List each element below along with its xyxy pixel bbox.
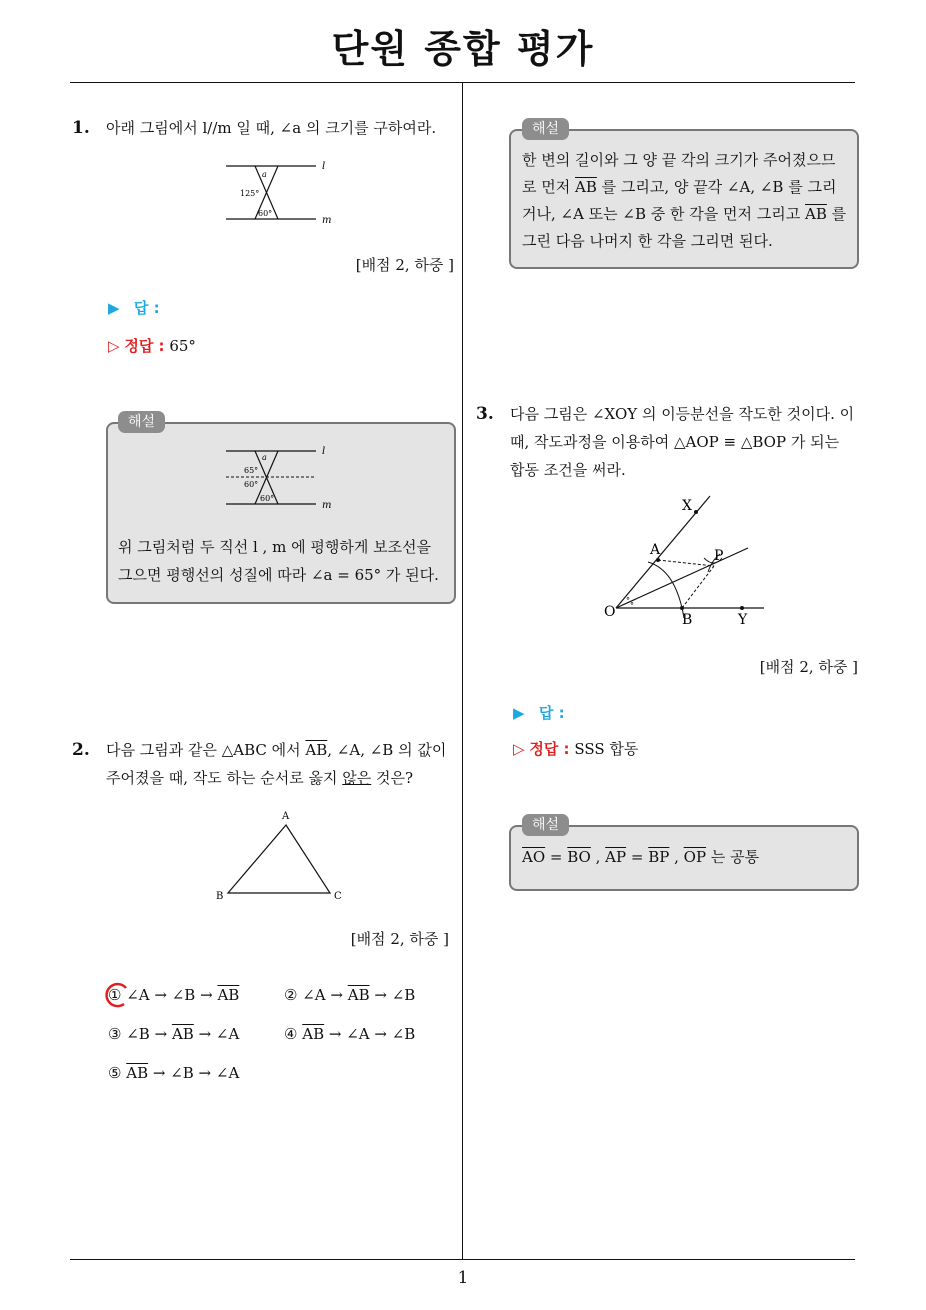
segment-op: $\overline{OP}$ (683, 848, 707, 866)
page-title: 단원 종합 평가 (331, 27, 595, 71)
svg-text:°: ° (630, 601, 634, 610)
choice-number: ③ (108, 1025, 122, 1043)
segment-bp: $\overline{BP}$ (648, 848, 670, 866)
q3-correct-value: SSS 합동 (574, 740, 639, 758)
segment-ao: $\overline{AO}$ (522, 848, 546, 866)
q3-line2: 때, 작도과정을 이용하여 △AOP ≡ △BOP 가 되는 (510, 433, 840, 451)
q3-correct-label: 정답 : (529, 740, 570, 758)
q1-text: 아래 그림에서 l//m 일 때, ∠a 의 크기를 구하여라. (106, 119, 437, 137)
q1-explanation-figure (222, 440, 342, 515)
choice-segment: $\overline{AB}$ (302, 1025, 325, 1043)
choice-text-tail: → ∠B → ∠A (148, 1064, 240, 1082)
explanation-tail: 는 공통 (706, 848, 760, 866)
q3-score: [배점 2, 하중 ] (759, 658, 858, 676)
q1-explanation-line1: 위 그림처럼 두 직선 l , m 에 평행하게 보조선을 (118, 538, 432, 556)
q3-explanation-tag: 해설 (522, 814, 569, 836)
q2-triangle-figure (210, 805, 350, 910)
q3-explanation-line (522, 843, 759, 871)
q3-line1: 다음 그림은 ∠XOY 의 이등분선을 작도한 것이다. 이 (510, 405, 855, 423)
column-divider (462, 82, 463, 1260)
q2-explanation-line3 (522, 200, 846, 228)
q1-answer-row (108, 297, 160, 318)
q3-point-b: B (682, 612, 693, 628)
q1e-angle-65: 65° (244, 466, 259, 475)
q3-answer-row (513, 702, 565, 723)
q2-number: 2. (72, 740, 90, 760)
play-arrow-icon: ▶ (108, 299, 120, 317)
q2-vertex-b: B (216, 891, 224, 902)
q2-segment-ab: $\overline{AB}$ (305, 741, 328, 759)
q2e-line2-post: 를 그리고, 양 끝각 ∠A, ∠B 를 그리 (596, 178, 837, 196)
q1-label-a: a (262, 170, 267, 179)
equals-sign: = (626, 848, 649, 866)
bottom-rule (70, 1259, 855, 1260)
svg-text:°: ° (626, 596, 630, 605)
outline-arrow-icon: ▷ (513, 740, 525, 758)
choice-number: ⑤ (108, 1064, 122, 1082)
q1-correct-row (108, 335, 196, 356)
q3-point-x: X (682, 498, 692, 514)
q1e-label-l: l (322, 446, 326, 457)
q2-explanation-line2 (522, 173, 836, 201)
segment-ap: $\overline{AP}$ (605, 848, 627, 866)
choice-number: ① (108, 986, 122, 1004)
q2-line1-pre: 다음 그림과 같은 △ABC 에서 (106, 741, 306, 759)
choice-number: ② (284, 986, 298, 1004)
q1-label-m: m (322, 215, 332, 226)
q2-vertex-a: A (282, 811, 290, 822)
q2-choice-1[interactable] (108, 986, 239, 1004)
q1-explanation-line2: 그으면 평행선의 성질에 따라 ∠a = 65° 가 된다. (118, 566, 439, 584)
q1-score: [배점 2, 하중 ] (355, 256, 454, 274)
q2-explanation-line4: 그린 다음 나머지 한 각을 그리면 된다. (522, 232, 773, 250)
page-number: 1 (457, 1268, 469, 1288)
choice-segment: $\overline{AB}$ (347, 986, 370, 1004)
play-arrow-icon: ▶ (513, 704, 525, 722)
q2-line2 (106, 764, 413, 792)
q2-score: [배점 2, 하중 ] (350, 930, 449, 948)
q1-correct-label: 정답 : (124, 337, 165, 355)
q2-line1 (106, 736, 446, 764)
q2e-line2-pre: 로 먼저 (522, 178, 576, 196)
choice-segment: $\overline{AB}$ (171, 1025, 194, 1043)
q2-vertex-c: C (334, 891, 342, 902)
q2-choice-5[interactable] (108, 1064, 239, 1082)
q2-line1-post: , ∠A, ∠B 의 값이 (327, 741, 447, 759)
separator: , (590, 848, 606, 866)
choice-text: ∠B → (126, 1025, 172, 1043)
segment-bo: $\overline{BO}$ (567, 848, 591, 866)
q3-correct-row (513, 738, 638, 759)
q2e-line3-pre: 거나, ∠A 또는 ∠B 중 한 각을 먼저 그리고 (522, 205, 806, 223)
q1e-label-a: a (262, 453, 267, 462)
q3-point-a: A (650, 542, 661, 558)
q3-line3: 합동 조건을 써라. (510, 461, 626, 479)
q1-figure (222, 155, 342, 230)
q1-explanation-tag: 해설 (118, 411, 165, 433)
choice-segment: $\overline{AB}$ (217, 986, 240, 1004)
choice-text-tail: → ∠A (193, 1025, 240, 1043)
choice-text-tail: → ∠B (369, 986, 416, 1004)
q2-line2-underlined: 않은 (342, 769, 372, 787)
q3-point-o: O (604, 604, 616, 620)
equals-sign: = (545, 848, 568, 866)
q1-angle-60: 60° (258, 209, 273, 218)
q2-choice-3[interactable] (108, 1025, 239, 1043)
choice-segment: $\overline{AB}$ (126, 1064, 149, 1082)
q3-answer-label: 답 : (538, 704, 565, 722)
q2-line2-pre: 주어졌을 때, 작도 하는 순서로 옳지 (106, 769, 343, 787)
q2e-line2-segment: $\overline{AB}$ (575, 178, 597, 196)
q2e-line3-post: 를 (826, 205, 847, 223)
q1-angle-125: 125° (240, 189, 260, 198)
q1-number: 1. (72, 118, 90, 138)
q3-point-p: P (714, 548, 724, 564)
q1-label-l: l (322, 161, 326, 172)
choice-text: ∠A → ∠B → (126, 986, 218, 1004)
q1-correct-value: 65° (169, 337, 196, 355)
q2-choice-4[interactable] (284, 1025, 415, 1043)
q2e-line3-segment: $\overline{AB}$ (805, 205, 827, 223)
q2-line2-post: 것은? (371, 769, 414, 787)
choice-number: ④ (284, 1025, 298, 1043)
q1-answer-label: 답 : (133, 299, 160, 317)
q1e-label-m: m (322, 500, 332, 511)
q1e-angle-60a: 60° (244, 480, 259, 489)
q2-explanation-tag: 해설 (522, 118, 569, 140)
separator: , (669, 848, 684, 866)
q2-explanation-line1: 한 변의 길이와 그 양 끝 각의 크기가 주어졌으므 (522, 151, 836, 169)
choice-text: ∠A → (302, 986, 348, 1004)
outline-arrow-icon: ▷ (108, 337, 120, 355)
q3-bisector-figure (596, 490, 776, 630)
q2-choice-2[interactable] (284, 986, 415, 1004)
q3-number: 3. (476, 404, 494, 424)
q1e-angle-60b: 60° (260, 494, 275, 503)
choice-text-tail: → ∠A → ∠B (324, 1025, 416, 1043)
q3-point-y: Y (738, 612, 748, 628)
